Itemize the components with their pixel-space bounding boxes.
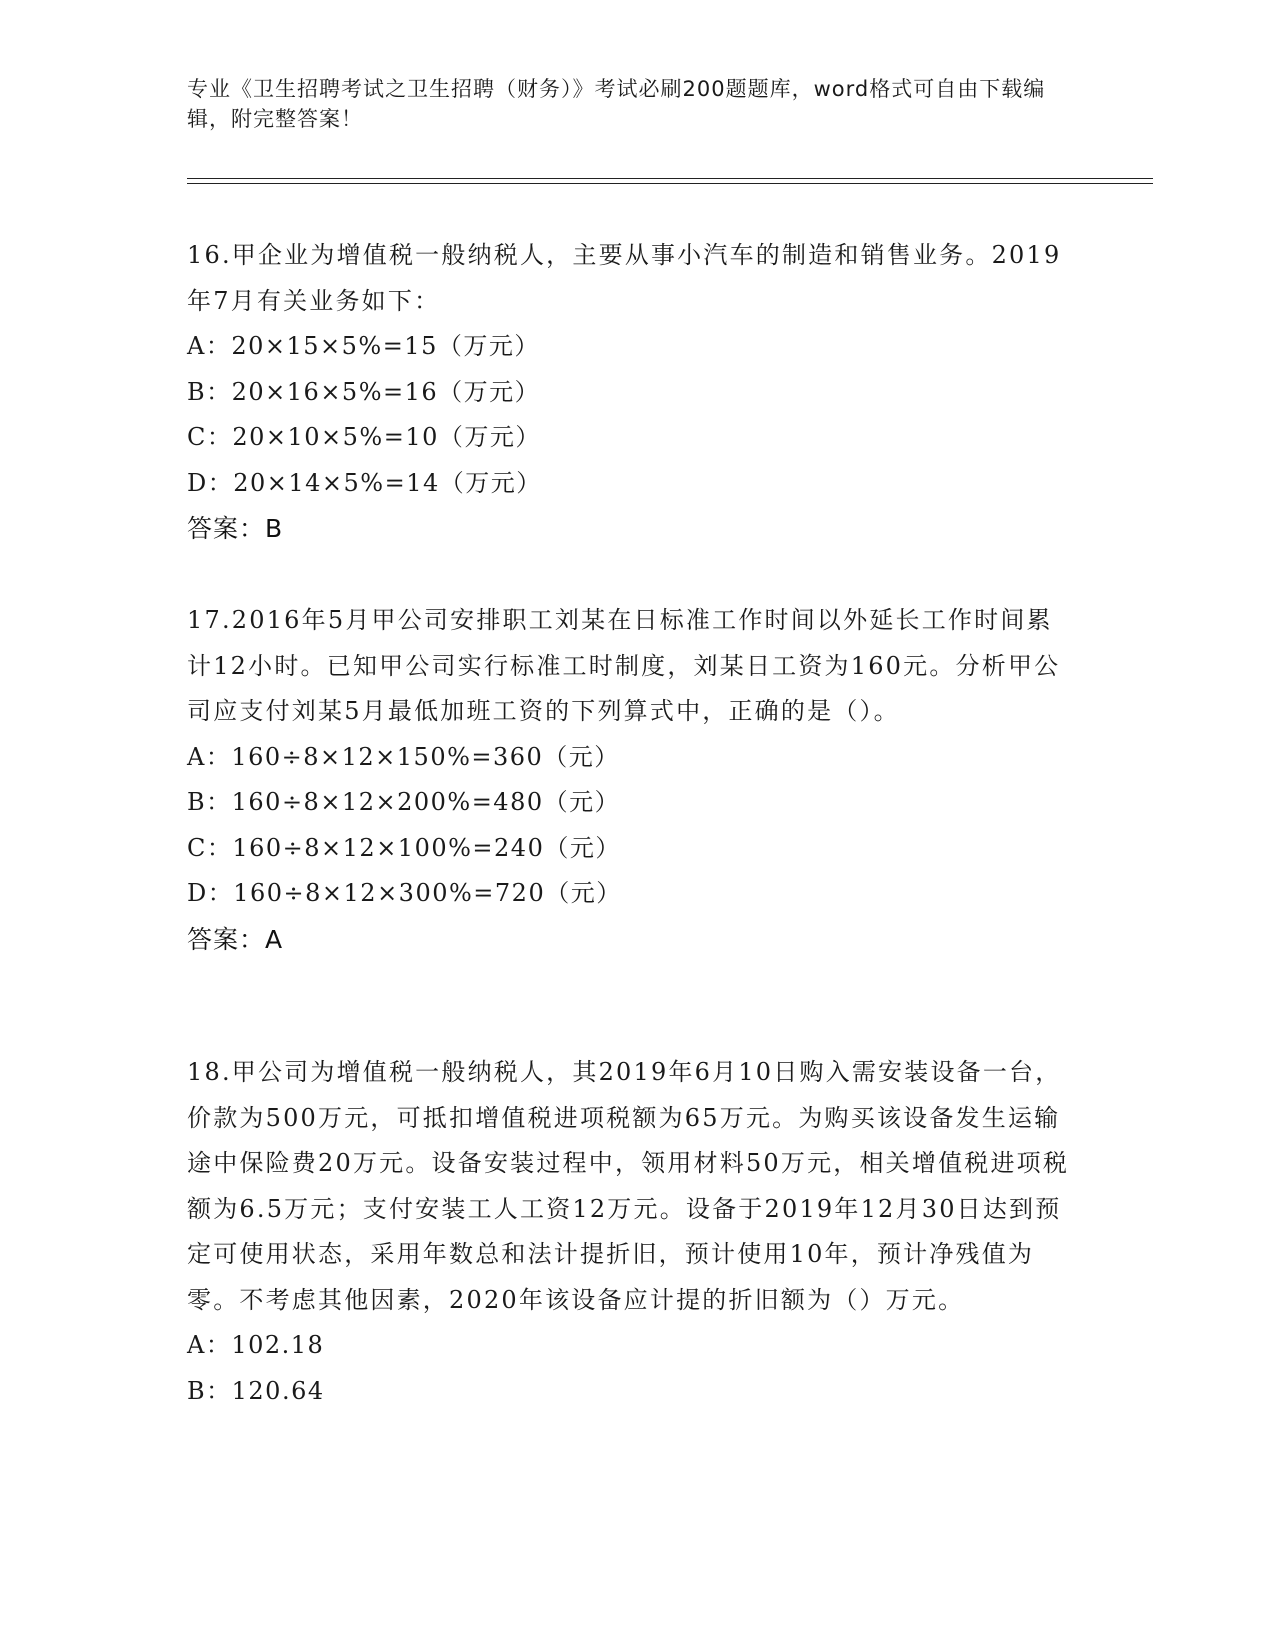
option-a: A：102.18	[187, 1331, 325, 1359]
question-16	[187, 233, 1077, 552]
option-c: C：160÷8×12×100%=240（元）	[187, 833, 621, 862]
option-b: B：160÷8×12×200%=480（元）	[187, 788, 621, 816]
option-b: B：20×16×5%=16（万元）	[187, 377, 541, 406]
question-stem: 18.甲公司为增值税一般纳税人，其2019年6月10日购入需安装设备一台，价款为500万元，可抵扣增值税进项税额为65万元。为购买该设备发生运输途中保险费20万元。设备安装过程中，领用材料50万元，相关增值税进项税额为6.5万元；支付安装工人工资12万元。设备于2019年12月30日达到预定可使用状态，采用年数总和法计提折旧，预计使用10年，预计净残值为零。不考虑其他因素，2020年该设备应计提的折旧额为（）万元。	[187, 1058, 1070, 1314]
question-stem: 17.2016年5月甲公司安排职工刘某在日标准工作时间以外延长工作时间累计12小时。已知甲公司实行标准工时制度，刘某日工资为160元。分析甲公司应支付刘某5月最低加班工资的下列算式中，正确的是（）。	[187, 606, 1061, 725]
option-d: D：20×14×5%=14（万元）	[187, 468, 542, 497]
option-c: C：20×10×5%=10（万元）	[187, 423, 541, 451]
question-stem: 16.甲企业为增值税一般纳税人，主要从事小汽车的制造和销售业务。2019年7月有关业务如下：	[187, 241, 1062, 315]
header-divider-bottom	[187, 183, 1153, 184]
answer-line: 答案：B	[187, 514, 284, 543]
option-d: D：160÷8×12×300%=720（元）	[187, 879, 622, 907]
document-header: 专业《卫生招聘考试之卫生招聘（财务）》考试必刷200题题库，word格式可自由下载编辑，附完整答案！	[187, 77, 1046, 131]
question-18	[187, 1050, 1077, 1414]
answer-line: 答案：A	[187, 924, 284, 954]
option-b: B：120.64	[187, 1376, 325, 1405]
option-a: A：160÷8×12×150%=360（元）	[187, 742, 620, 771]
question-17	[187, 598, 1077, 962]
option-a: A：20×15×5%=15（万元）	[187, 332, 540, 360]
header-divider-top	[187, 178, 1153, 179]
